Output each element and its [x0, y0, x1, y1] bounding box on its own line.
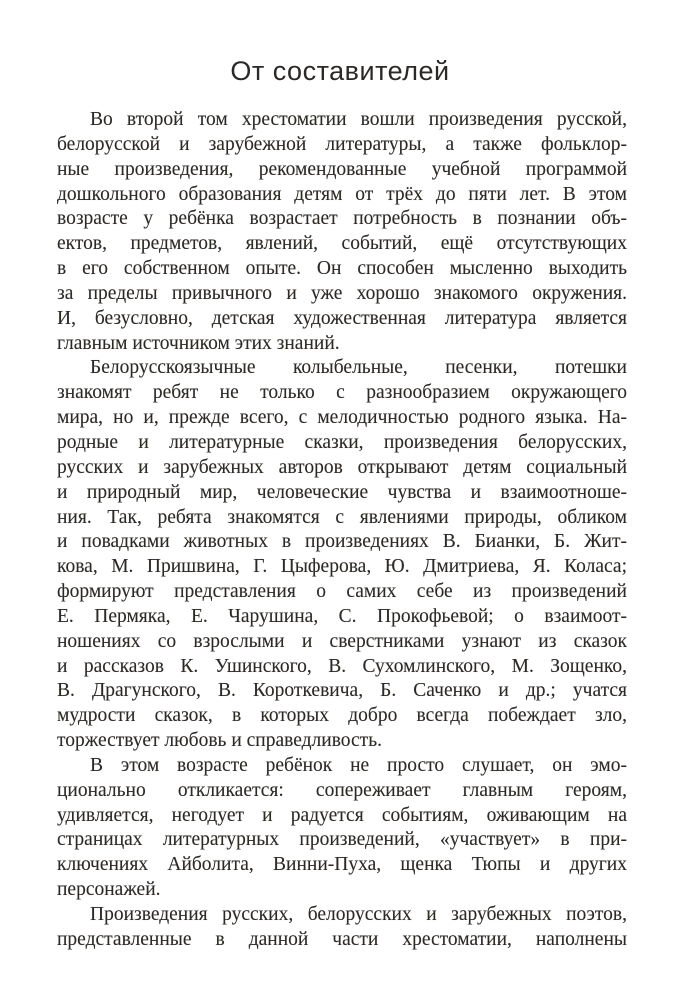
text-line: мудрости сказок, в которых добро всегда побеждает зло, [57, 705, 627, 727]
text-line: кова, М. Пришвина, Г. Цыферова, Ю. Дмитриева, Я. Коласа; [57, 556, 627, 578]
text-line: и рассказов К. Ушинского, В. Сухомлинского, М. Зощенко, [57, 655, 627, 677]
text-line: Е. Пермяка, Е. Чарушина, С. Прокофьевой; о взаимоот- [57, 605, 627, 627]
text-line: и природный мир, человеческие чувства и взаимоотноше- [57, 481, 627, 503]
text-line: знакомят ребят не только с разнообразием окружающего [57, 382, 627, 404]
text-line: ектов, предметов, явлений, событий, ещё отсутствующих [57, 233, 627, 255]
text-line: ключениях Айболита, Винни-Пуха, щенка Тюпы и других [57, 854, 627, 876]
text-line: и повадками животных в произведениях В. Бианки, Б. Жит- [57, 531, 627, 553]
page-body [57, 108, 627, 953]
text-line: русских и зарубежных авторов открывают детям социальный [57, 456, 627, 478]
page-title: От составителей [230, 56, 450, 86]
text-line: В этом возрасте ребёнок не просто слушает, он эмо- [90, 754, 627, 776]
text-line: родные и литературные сказки, произведения белорусских, [57, 431, 627, 453]
text-line: главным источником этих знаний. [57, 332, 340, 354]
paragraph-3 [57, 754, 627, 903]
text-line: В. Драгунского, В. Короткевича, Б. Саченко и др.; учатся [57, 680, 627, 702]
text-line: ношениях со взрослыми и сверстниками узнают из сказок [57, 630, 627, 652]
text-line: дошкольного образования детям от трёх до пяти лет. В этом [57, 183, 627, 205]
paragraph-1 [57, 108, 627, 356]
text-line: персонажей. [57, 879, 161, 901]
text-line: белорусской и зарубежной литературы, а также фольклор- [57, 133, 627, 155]
text-line: Во второй том хрестоматии вошли произведения русской, [90, 109, 627, 130]
text-line: страницах литературных произведений, «участвует» в при- [57, 829, 627, 851]
text-line: торжествует любовь и справедливость. [57, 730, 382, 752]
text-line: возрасте у ребёнка возрастает потребность в познании объ- [57, 208, 627, 230]
text-line: ния. Так, ребята знакомятся с явлениями природы, обликом [57, 506, 627, 528]
text-line: представленные в данной части хрестоматии, наполнены [57, 928, 627, 950]
text-line: Произведения русских, белорусских и зарубежных поэтов, [90, 904, 627, 925]
text-line: за пределы привычного и уже хорошо знакомого окружения. [57, 282, 627, 304]
text-line: ционально откликается: сопереживает главным героям, [57, 779, 627, 801]
paragraph-2 [57, 356, 627, 754]
paragraph-4 [57, 903, 627, 953]
text-line: удивляется, негодует и радуется событиям, оживающим на [57, 804, 627, 826]
text-line: И, безусловно, детская художественная литература является [57, 307, 627, 329]
text-line: мира, но и, прежде всего, с мелодичностью родного языка. На- [57, 407, 627, 429]
text-line: формируют представления о самих себе из произведений [57, 581, 627, 603]
text-line: в его собственном опыте. Он способен мысленно выходить [57, 258, 627, 280]
text-line: Белорусскоязычные колыбельные, песенки, потешки [90, 357, 627, 379]
text-line: ные произведения, рекомендованные учебной программой [57, 158, 627, 180]
